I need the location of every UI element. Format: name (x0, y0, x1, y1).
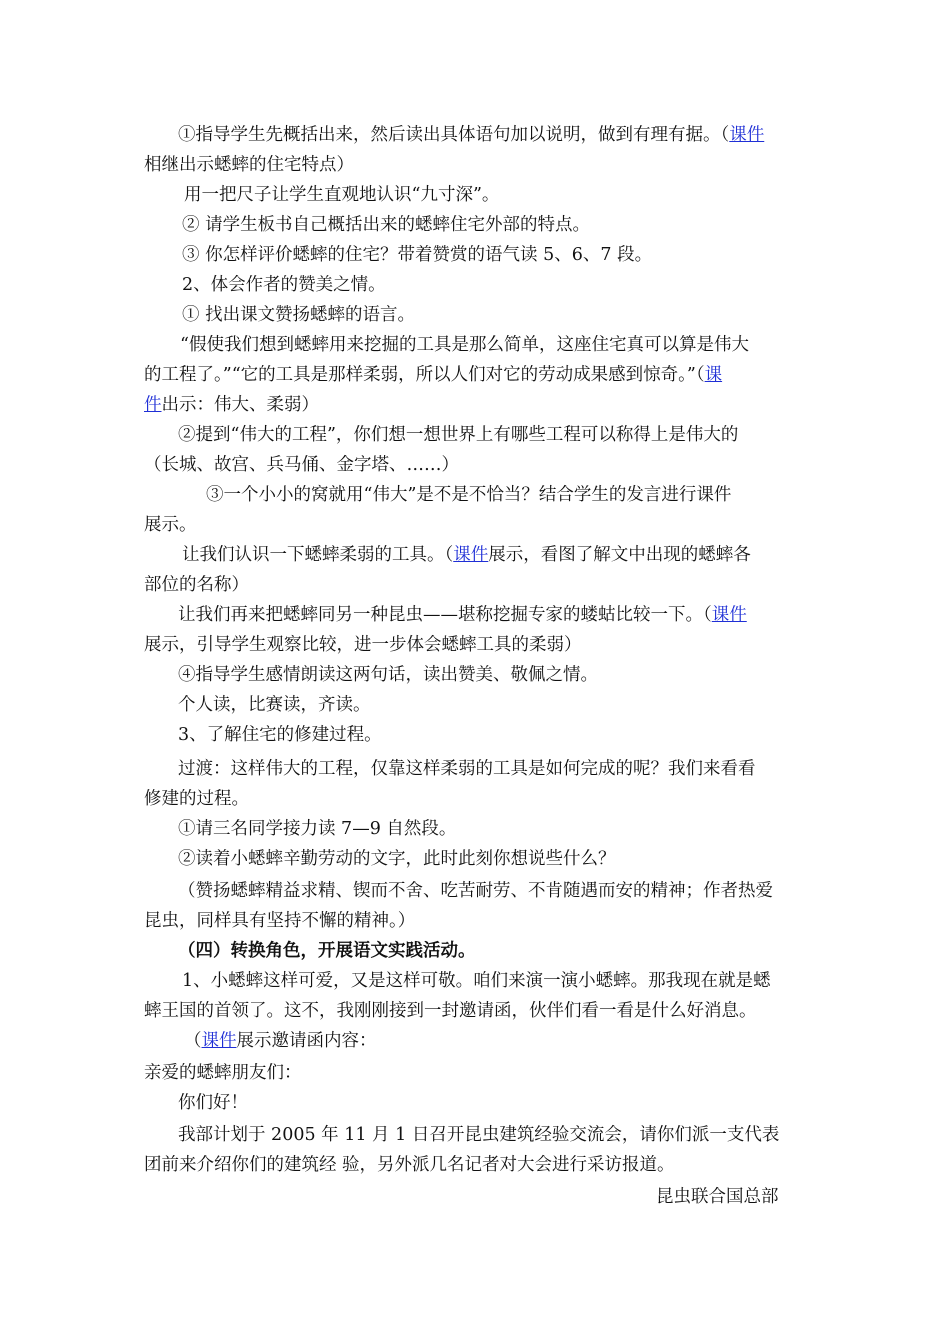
paragraph-line: 修建的过程。 (144, 789, 249, 809)
paragraph-line: 相继出示蟋蟀的住宅特点） (144, 155, 354, 175)
letter-signature: 昆虫联合国总部 (656, 1187, 779, 1207)
paragraph-line: 展示。 (144, 515, 197, 535)
paragraph-line: 展示，引导学生观察比较，进一步体会蟋蟀工具的柔弱） (144, 635, 582, 655)
paragraph-line: （赞扬蟋蟀精益求精、锲而不舍、吃苦耐劳、不肯随遇而安的精神；作者热爱 (178, 881, 773, 901)
letter-salutation: 亲爱的蟋蟀朋友们： (144, 1063, 302, 1083)
paragraph-line: ② 请学生板书自己概括出来的蟋蟀住宅外部的特点。 (182, 215, 591, 235)
courseware-link[interactable]: 课件 (729, 125, 765, 145)
paragraph-line: 1、小蟋蟀这样可爱，又是这样可敬。咱们来演一演小蟋蟀。那我现在就是蟋 (182, 971, 771, 991)
text-run: 出示：伟大、柔弱） (161, 395, 319, 415)
paragraph-line: 蟀王国的首领了。这不，我刚刚接到一封邀请函，伙伴们看一看是什么好消息。 (144, 1001, 757, 1021)
paragraph-line: 3、了解住宅的修建过程。 (178, 725, 382, 745)
paragraph-line: （长城、故宫、兵马俑、金字塔、……） (144, 455, 459, 475)
letter-body-line: 我部计划于 2005 年 11 月 1 日召开昆虫建筑经验交流会，请你们派一支代表 (178, 1125, 780, 1145)
paragraph-line: 过渡：这样伟大的工程，仅靠这样柔弱的工具是如何完成的呢？我们来看看 (178, 759, 756, 779)
text-run: （ (184, 1031, 202, 1051)
text-run: 的工程了。”“它的工具是那样柔弱，所以人们对它的劳动成果感到惊奇。”（ (144, 365, 705, 385)
paragraph-line: “假使我们想到蟋蟀用来挖掘的工具是那么简单，这座住宅真可以算是伟大 (180, 335, 749, 355)
paragraph-line: ③ 你怎样评价蟋蟀的住宅？带着赞赏的语气读 5、6、7 段。 (182, 245, 653, 265)
paragraph-line (144, 540, 814, 570)
paragraph-line (144, 390, 814, 420)
letter-greeting: 你们好！ (178, 1093, 248, 1113)
courseware-link[interactable]: 课件 (453, 545, 489, 565)
paragraph-line: ③一个小小的窝就用“伟大”是不是不恰当？结合学生的发言进行课件 (206, 485, 732, 505)
paragraph-line: 用一把尺子让学生直观地认识“九寸深”。 (184, 185, 500, 205)
paragraph-line: 个人读，比赛读，齐读。 (178, 695, 371, 715)
paragraph-line (144, 600, 814, 630)
letter-body-line: 团前来介绍你们的建筑经 验，另外派几名记者对大会进行采访报道。 (144, 1155, 675, 1175)
courseware-link[interactable]: 课件 (201, 1031, 237, 1051)
paragraph-line: ②提到“伟大的工程”，你们想一想世界上有哪些工程可以称得上是伟大的 (178, 425, 739, 445)
text-run: ①指导学生先概括出来，然后读出具体语句加以说明，做到有理有据。（ (178, 125, 730, 145)
text-run: 展示，看图了解文中出现的蟋蟀各 (488, 545, 751, 565)
paragraph-line: 部位的名称） (144, 575, 249, 595)
paragraph-line (144, 360, 814, 390)
courseware-link[interactable]: 课 (704, 365, 723, 385)
paragraph-line: ④指导学生感情朗读这两句话，读出赞美、敬佩之情。 (178, 665, 598, 685)
paragraph-line (144, 1026, 814, 1056)
text-run: 让我们再来把蟋蟀同另一种昆虫——堪称挖掘专家的蝼蛄比较一下。（ (178, 605, 712, 625)
paragraph-line: 昆虫，同样具有坚持不懈的精神。） (144, 911, 416, 931)
courseware-link[interactable]: 课件 (711, 605, 747, 625)
section-heading: （四）转换角色，开展语文实践活动。 (178, 941, 476, 961)
text-run: 让我们认识一下蟋蟀柔弱的工具。（ (182, 545, 454, 565)
paragraph-line (144, 120, 814, 150)
paragraph-line: ①请三名同学接力读 7—9 自然段。 (178, 819, 457, 839)
paragraph-line: ① 找出课文赞扬蟋蟀的语言。 (182, 305, 416, 325)
courseware-link[interactable]: 件 (144, 395, 162, 415)
paragraph-line: ②读着小蟋蟀辛勤劳动的文字，此时此刻你想说些什么？ (178, 849, 616, 869)
text-run: 展示邀请函内容： (236, 1031, 377, 1051)
paragraph-line: 2、体会作者的赞美之情。 (182, 275, 386, 295)
